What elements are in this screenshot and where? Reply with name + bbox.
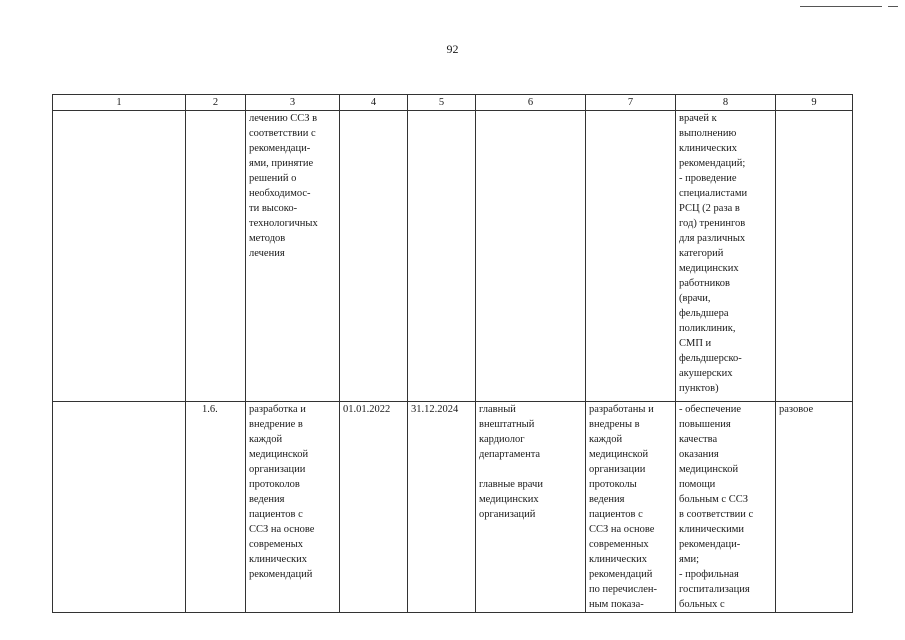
plan-table bbox=[52, 94, 853, 613]
col-header-2: 2 bbox=[186, 95, 246, 111]
cell-section bbox=[53, 402, 186, 613]
col-header-6: 6 bbox=[476, 95, 586, 111]
cell-responsible: главный внештатный кардиолог департамента главные врачи медицинских организаций bbox=[476, 402, 586, 613]
cell-frequency bbox=[776, 111, 853, 402]
cell-start-date bbox=[340, 111, 408, 402]
col-header-1: 1 bbox=[53, 95, 186, 111]
header-rule-short bbox=[888, 6, 898, 7]
cell-description: - обеспечение повышения качества оказания медицинской помощи больным с ССЗ в соответствии с клиническими рекомендаци- ями; - профильная госпитализация больных с bbox=[676, 402, 776, 613]
header-rule bbox=[800, 6, 882, 7]
col-header-7: 7 bbox=[586, 95, 676, 111]
cell-description: врачей к выполнению клинических рекомендаций; - проведение специалистами РСЦ (2 раза в год) тренингов для различных категорий медицинских работников (врачи, фельдшера поликлиник, СМП и фельдшерско- акушерских пунктов) bbox=[676, 111, 776, 402]
cell-activity: лечению ССЗ в соответствии с рекомендаци- ями, принятие решений о необходимос- ти высоко- технологичных методов лечения bbox=[246, 111, 340, 402]
cell-frequency: разовое bbox=[776, 402, 853, 613]
cell-end-date: 31.12.2024 bbox=[408, 402, 476, 613]
col-header-5: 5 bbox=[408, 95, 476, 111]
cell-section bbox=[53, 111, 186, 402]
table-row bbox=[53, 111, 853, 402]
cell-item-number bbox=[186, 111, 246, 402]
cell-result: разработаны и внедрены в каждой медицинской организации протоколы ведения пациентов с ССЗ на основе современных клинических рекомендаций по перечислен- ным показа- bbox=[586, 402, 676, 613]
column-number-row bbox=[53, 95, 853, 111]
cell-responsible bbox=[476, 111, 586, 402]
cell-start-date: 01.01.2022 bbox=[340, 402, 408, 613]
cell-item-number: 1.6. bbox=[186, 402, 246, 613]
table-row bbox=[53, 402, 853, 613]
col-header-9: 9 bbox=[776, 95, 853, 111]
page-number: 92 bbox=[446, 42, 459, 56]
col-header-3: 3 bbox=[246, 95, 340, 111]
col-header-4: 4 bbox=[340, 95, 408, 111]
col-header-8: 8 bbox=[676, 95, 776, 111]
cell-result bbox=[586, 111, 676, 402]
cell-activity: разработка и внедрение в каждой медицинской организации протоколов ведения пациентов с ССЗ на основе современых клинических рекомендаций bbox=[246, 402, 340, 613]
cell-end-date bbox=[408, 111, 476, 402]
